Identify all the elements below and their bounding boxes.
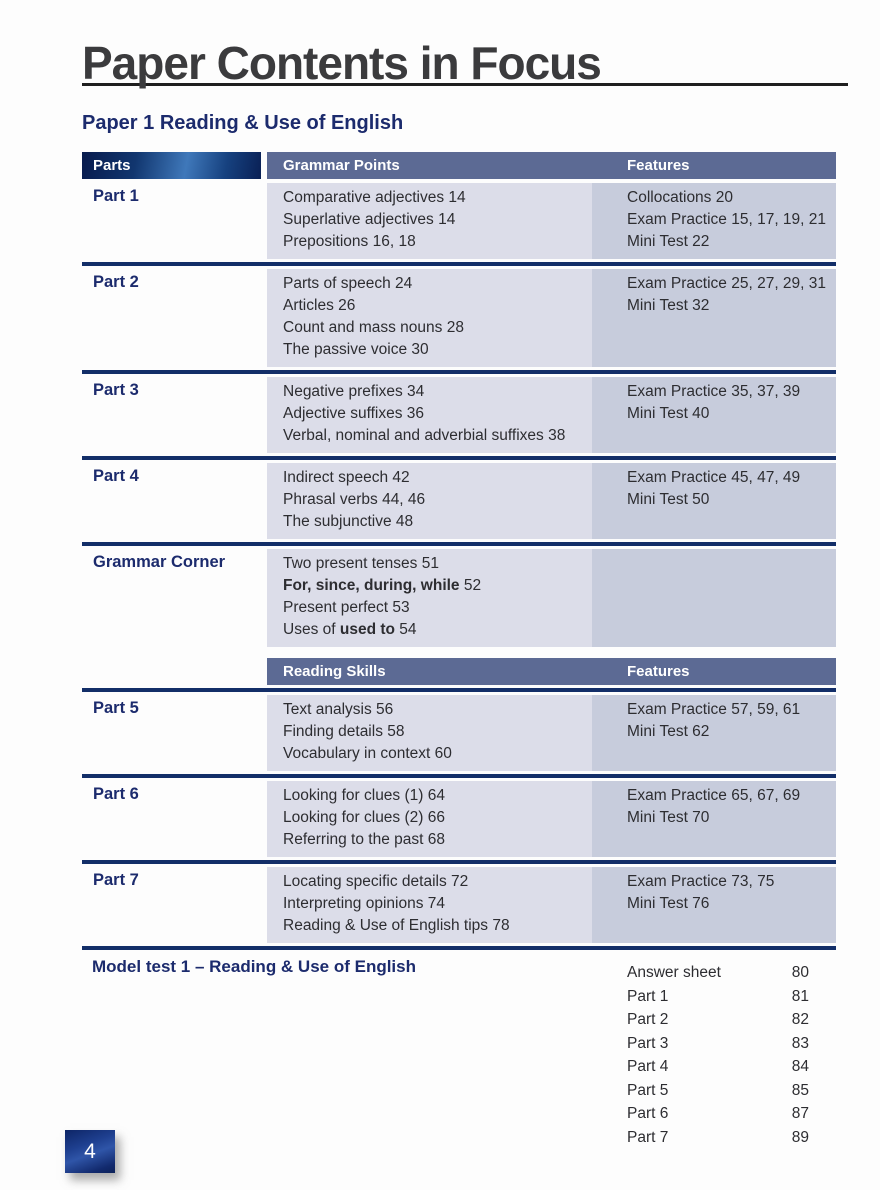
toc-line-segment: Exam Practice 25, 27, 29, 31 xyxy=(627,275,827,292)
part-label: Part 1 xyxy=(93,187,139,205)
model-test-item-page: 83 xyxy=(791,1034,809,1052)
toc-line xyxy=(627,209,830,231)
skills-cell xyxy=(267,269,592,367)
part-label: Grammar Corner xyxy=(93,553,226,571)
model-test-item xyxy=(627,1055,809,1079)
toc-line xyxy=(283,339,586,361)
toc-line-segment: Mini Test 32 xyxy=(627,297,710,314)
model-test-item xyxy=(627,1102,809,1126)
toc-line xyxy=(283,187,586,209)
toc-line-segment: Negative prefixes 34 xyxy=(283,383,425,400)
model-test-item xyxy=(627,1126,809,1150)
toc-line-segment: Parts of speech 24 xyxy=(283,275,413,292)
parts-column-header-empty xyxy=(82,658,261,685)
features-column-header: Features xyxy=(592,152,836,179)
toc-line-segment: Mini Test 22 xyxy=(627,233,710,250)
toc-line-segment: Looking for clues (2) 66 xyxy=(283,809,445,826)
model-test-item xyxy=(627,961,809,985)
model-test-item-page: 87 xyxy=(791,1105,809,1122)
features-column-header: Features xyxy=(592,658,836,685)
toc-line-segment: Finding details 58 xyxy=(283,723,405,740)
toc-line-segment: The subjunctive 48 xyxy=(283,513,414,530)
model-test-item-page: 84 xyxy=(791,1058,809,1075)
toc-line-segment: Locating specific details 72 xyxy=(283,873,469,890)
part-label: Part 4 xyxy=(93,467,139,485)
toc-line xyxy=(283,871,586,893)
skills-cell xyxy=(267,549,592,647)
toc-line xyxy=(627,231,830,253)
features-cell xyxy=(592,867,836,943)
skills-cell xyxy=(267,781,592,857)
part-label: Part 2 xyxy=(93,273,139,291)
skills-column-header: Reading Skills xyxy=(267,658,592,685)
table-row xyxy=(82,867,836,943)
toc-line-segment: Reading & Use of English tips 78 xyxy=(283,917,510,934)
toc-line-segment: 54 xyxy=(394,621,417,638)
toc-line xyxy=(283,403,586,425)
toc-line xyxy=(627,785,830,807)
toc-line-segment: Two present tenses 51 xyxy=(283,555,439,572)
toc-line-segment: Present perfect 53 xyxy=(283,599,410,616)
model-test-title: Model test 1 – Reading & Use of English xyxy=(92,957,416,976)
table-row xyxy=(82,549,836,647)
toc-line xyxy=(627,295,830,317)
toc-line xyxy=(627,403,830,425)
section-subtitle: Paper 1 Reading & Use of English xyxy=(82,112,404,134)
features-cell xyxy=(592,781,836,857)
toc-line-segment: Prepositions 16, 18 xyxy=(283,233,416,250)
skills-column-header: Grammar Points xyxy=(267,152,592,179)
model-test-item xyxy=(627,1008,809,1032)
toc-line-segment: Looking for clues (1) 64 xyxy=(283,787,445,804)
toc-line xyxy=(627,273,830,295)
toc-line-segment: Collocations 20 xyxy=(627,189,733,206)
part-label: Part 7 xyxy=(93,871,139,889)
toc-line-segment: Exam Practice 45, 47, 49 xyxy=(627,469,801,486)
toc-line xyxy=(283,699,586,721)
toc-line-segment: Exam Practice 57, 59, 61 xyxy=(627,701,801,718)
skills-cell xyxy=(267,463,592,539)
toc-line-segment: Referring to the past 68 xyxy=(283,831,445,848)
table-header-row xyxy=(82,658,836,685)
part-label: Part 5 xyxy=(93,699,139,717)
table-row xyxy=(82,695,836,771)
toc-line xyxy=(627,807,830,829)
toc-line-segment: Exam Practice 35, 37, 39 xyxy=(627,383,801,400)
toc-line-segment: used to xyxy=(339,621,395,638)
title-block xyxy=(82,28,848,90)
toc-line-segment: Phrasal verbs 44, 46 xyxy=(283,491,426,508)
toc-line xyxy=(283,273,586,295)
table-row xyxy=(82,269,836,367)
toc-line-segment: Uses of xyxy=(283,621,340,638)
model-test-item-label: Part 4 xyxy=(627,1058,669,1075)
toc-line xyxy=(283,489,586,511)
features-cell xyxy=(592,695,836,771)
toc-line xyxy=(283,807,586,829)
toc-line xyxy=(627,381,830,403)
features-cell xyxy=(592,377,836,453)
toc-line xyxy=(283,619,586,641)
model-test-item-label: Part 3 xyxy=(627,1034,669,1052)
toc-line-segment: The passive voice 30 xyxy=(283,341,429,358)
model-test-item-page: 85 xyxy=(791,1081,809,1099)
page-title: Paper Contents in Focus xyxy=(82,37,601,89)
model-test-item-label: Part 7 xyxy=(627,1128,669,1146)
row-divider xyxy=(82,456,836,460)
toc-line-segment: Mini Test 76 xyxy=(627,895,710,912)
model-test-item-page: 89 xyxy=(791,1128,809,1146)
row-divider xyxy=(82,262,836,266)
table-row xyxy=(82,183,836,259)
toc-line xyxy=(627,871,830,893)
model-test-item xyxy=(627,1032,809,1056)
model-test-item-label: Part 6 xyxy=(627,1105,669,1122)
skills-cell xyxy=(267,867,592,943)
skills-cell xyxy=(267,183,592,259)
toc-line-segment: Adjective suffixes 36 xyxy=(283,405,425,422)
model-test-item-page: 82 xyxy=(791,1011,809,1028)
toc-line xyxy=(283,381,586,403)
toc-line xyxy=(627,467,830,489)
part-label: Part 3 xyxy=(93,381,139,399)
skills-cell xyxy=(267,695,592,771)
table-header-row xyxy=(82,152,836,179)
model-test-item-page: 81 xyxy=(791,987,809,1005)
toc-line xyxy=(283,893,586,915)
toc-line xyxy=(283,553,586,575)
toc-line-segment: 52 xyxy=(459,577,482,594)
row-divider xyxy=(82,542,836,546)
toc-line-segment: For, since, during, while xyxy=(283,577,460,594)
toc-line xyxy=(627,699,830,721)
page-number: 4 xyxy=(84,1139,96,1163)
skills-cell xyxy=(267,377,592,453)
page-number-badge xyxy=(65,1130,115,1173)
row-divider xyxy=(82,946,836,950)
part-label: Part 6 xyxy=(93,785,139,803)
toc-line-segment: Superlative adjectives 14 xyxy=(283,211,456,228)
table-row xyxy=(82,377,836,453)
toc-line xyxy=(627,893,830,915)
toc-line-segment: Mini Test 70 xyxy=(627,809,710,826)
toc-line-segment: Interpreting opinions 74 xyxy=(283,895,446,912)
toc-line xyxy=(283,317,586,339)
toc-line xyxy=(283,231,586,253)
toc-line-segment: Text analysis 56 xyxy=(283,701,394,718)
model-test-list xyxy=(627,961,809,1149)
row-divider xyxy=(82,370,836,374)
row-divider xyxy=(82,860,836,864)
toc-line xyxy=(283,209,586,231)
model-test-section xyxy=(82,953,836,1153)
toc-line xyxy=(283,785,586,807)
toc-line xyxy=(627,187,830,209)
toc-line xyxy=(627,721,830,743)
model-test-item-label: Answer sheet xyxy=(627,964,721,981)
toc-line xyxy=(283,743,586,765)
model-test-item-label: Part 1 xyxy=(627,987,669,1005)
toc-line xyxy=(283,575,586,597)
toc-line xyxy=(283,915,586,937)
table-row xyxy=(82,781,836,857)
model-test-item-label: Part 2 xyxy=(627,1011,669,1028)
model-test-item xyxy=(627,1079,809,1103)
toc-line xyxy=(283,511,586,533)
toc-line xyxy=(283,425,586,447)
row-divider xyxy=(82,774,836,778)
toc-line xyxy=(283,295,586,317)
model-test-item-page: 80 xyxy=(791,964,809,981)
toc-line-segment: Exam Practice 15, 17, 19, 21 xyxy=(627,211,827,228)
model-test-item-label: Part 5 xyxy=(627,1081,669,1099)
toc-line-segment: Mini Test 50 xyxy=(627,491,710,508)
table-row xyxy=(82,463,836,539)
toc-line-segment: Mini Test 40 xyxy=(627,405,710,422)
toc-line-segment: Exam Practice 73, 75 xyxy=(627,873,775,890)
toc-line xyxy=(283,597,586,619)
features-cell xyxy=(592,269,836,367)
toc-line xyxy=(283,467,586,489)
toc-line xyxy=(283,829,586,851)
toc-line-segment: Verbal, nominal and adverbial suffixes 38 xyxy=(283,427,566,444)
toc-line-segment: Count and mass nouns 28 xyxy=(283,319,464,336)
toc-line xyxy=(283,721,586,743)
features-cell xyxy=(592,463,836,539)
model-test-item xyxy=(627,985,809,1009)
toc-line xyxy=(627,489,830,511)
toc-line-segment: Mini Test 62 xyxy=(627,723,710,740)
toc-line-segment: Exam Practice 65, 67, 69 xyxy=(627,787,801,804)
parts-column-header: Parts xyxy=(82,152,261,179)
toc-line-segment: Articles 26 xyxy=(283,297,356,314)
features-cell xyxy=(592,549,836,647)
features-cell xyxy=(592,183,836,259)
toc-line-segment: Vocabulary in context 60 xyxy=(283,745,452,762)
contents-table xyxy=(82,152,836,1153)
toc-line-segment: Comparative adjectives 14 xyxy=(283,189,466,206)
toc-line-segment: Indirect speech 42 xyxy=(283,469,410,486)
row-divider xyxy=(82,688,836,692)
